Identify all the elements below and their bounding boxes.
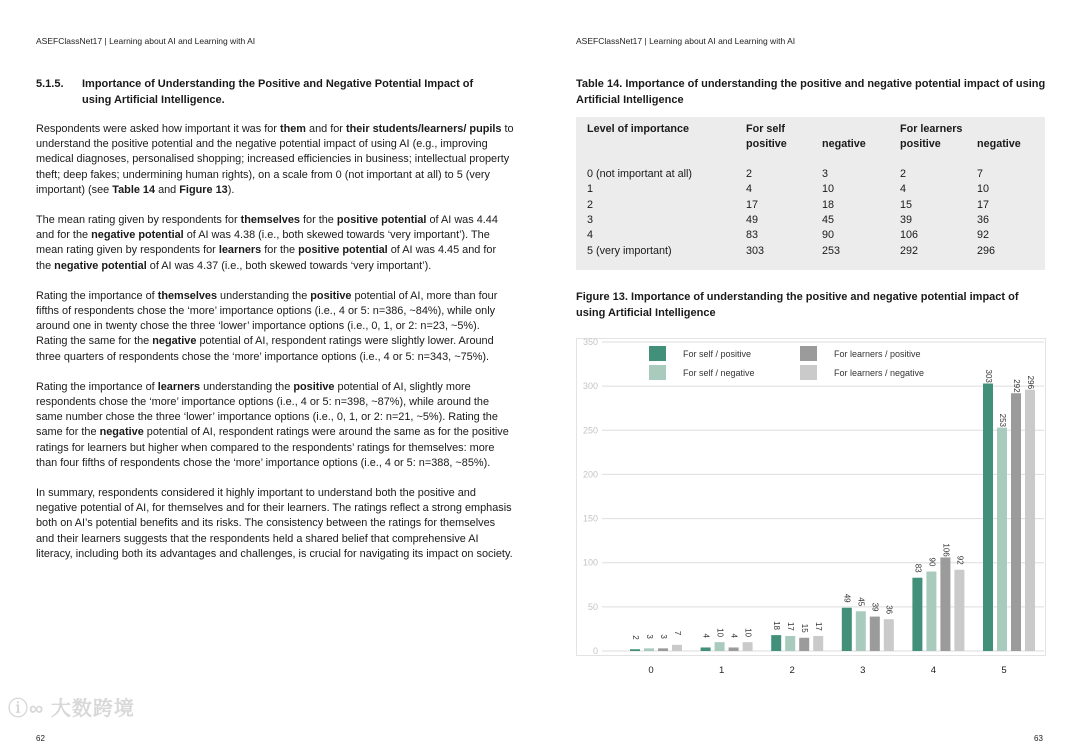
text-run: potential of AI, respondent ratings were around the same as for the positive ratings for learners but higher when compared to the respondents’ ratings for themselves: more than four fifths of respondents chose the ‘more’ importance options (i.e., 4 or 5: n=388, ~85%). (36, 426, 509, 469)
bar-value-label: 3 (658, 634, 668, 639)
text-run: potential of AI, more than four fifths of respondents chose the ‘more’ importance options (i.e., 4 or 5: n=386, ~84%), while only around one in twenty chose the three ‘lower’ importance options (i.e., 0, 1, or 2: n=23, ~5%). Rating the same for the (36, 289, 498, 348)
legend-label: For learners / positive (834, 349, 921, 359)
y-tick-label: 350 (582, 337, 598, 347)
text-run: of AI was 4.37 (i.e., both skewed towards ‘very important’). (146, 259, 432, 272)
bar (799, 638, 809, 651)
importance-table (576, 117, 1045, 270)
table-cell: 2 (746, 168, 753, 180)
bold-text: negative (152, 335, 197, 348)
bar-value-label: 17 (814, 621, 824, 631)
legend-swatch (800, 365, 817, 380)
bar (997, 428, 1007, 651)
body-text (36, 122, 514, 577)
y-tick-label: 150 (582, 513, 598, 524)
bar-value-label: 83 (913, 563, 923, 573)
text-run: understanding the (217, 289, 311, 302)
table-row-label: 4 (587, 229, 594, 242)
section-title-line2: using Artificial Intelligence. (82, 93, 225, 106)
table-cell: 4 (900, 183, 907, 196)
table-cell: 3 (822, 168, 829, 180)
bar-value-label: 39 (870, 602, 880, 612)
table-cell: 39 (900, 213, 913, 226)
table-cell: 292 (900, 244, 919, 257)
y-tick-label: 50 (587, 601, 598, 612)
bar-value-label: 106 (941, 543, 951, 557)
bold-text: themselves (157, 289, 218, 302)
bar-value-label: 10 (715, 628, 725, 638)
table-cell: 36 (977, 213, 990, 226)
bar-value-label: 4 (701, 633, 711, 638)
section-title (82, 77, 512, 108)
bar-value-label: 90 (927, 557, 937, 567)
x-tick-label: 0 (648, 665, 654, 676)
table-subheader: negative (822, 138, 866, 150)
bar (954, 570, 964, 651)
bar-value-label: 92 (955, 555, 965, 565)
bold-text: Figure 13 (179, 183, 228, 196)
table-row-label: 5 (very important) (587, 244, 672, 257)
table-cell: 296 (977, 244, 996, 257)
bold-text: learners (157, 380, 201, 393)
bold-text: positive potential (298, 244, 388, 257)
table-cell: 18 (822, 198, 835, 211)
bar (743, 642, 753, 651)
table-cell: 4 (746, 183, 753, 196)
text-run: Respondents were asked how important it was for (36, 123, 280, 135)
legend-swatch (649, 346, 666, 361)
table-title: Table 14. Importance of understanding the positive and negative potential impact of using Artificial Intelligence (576, 78, 1046, 106)
text-run: to understand the positive potential and the negative potential impact of using AI (e.g., improving medical diagnoses, personalised shopping; increased efficiencies in business; intellectual property theft; deep fakes; undermining human rights), on a scale from 0 (not important at all) to 5 (very important) (see (36, 123, 514, 196)
x-tick-label: 4 (930, 665, 937, 676)
table-cell: 15 (900, 198, 913, 211)
text-run: of AI was 4.38 (i.e., both skewed towards ‘very important’). The mean rating given by respondents for (36, 229, 490, 257)
bar-value-label: 36 (884, 605, 894, 615)
text-run: ). (227, 183, 235, 196)
bar (771, 635, 781, 651)
text-run: The mean rating given by respondents for (36, 214, 241, 227)
bar (644, 648, 654, 651)
bar-value-label: 2 (630, 635, 640, 640)
bar (672, 645, 682, 651)
bar (912, 578, 922, 651)
paragraph-intro (36, 122, 514, 198)
table-cell: 7 (977, 168, 984, 180)
table-cell: 83 (746, 229, 759, 242)
text-run: and for (305, 123, 346, 135)
table-header-level: Level of importance (587, 123, 689, 135)
table-row-label: 1 (587, 183, 594, 196)
bar-value-label: 18 (772, 621, 782, 631)
bar (729, 647, 739, 651)
bar-value-label: 49 (842, 593, 852, 603)
table-row-label: 0 (not important at all) (587, 168, 693, 180)
x-tick-label: 2 (789, 665, 795, 676)
bar (658, 648, 668, 651)
text-run: for the (299, 214, 337, 227)
bold-text: negative (99, 426, 144, 439)
table-cell: 106 (900, 229, 919, 242)
bar (701, 647, 711, 651)
bold-text: positive potential (336, 214, 427, 227)
table-subheader: positive (746, 138, 787, 150)
legend-swatch (649, 365, 666, 380)
y-tick-label: 250 (582, 425, 598, 436)
x-tick-label: 1 (718, 665, 725, 676)
table-cell: 92 (977, 229, 990, 242)
bar-value-label: 3 (644, 634, 654, 639)
text-run: Rating the importance of (36, 380, 158, 393)
bar (983, 383, 993, 651)
running-header-left: ASEFClassNet17 | Learning about AI and Learning with AI (36, 36, 256, 46)
bar-value-label: 45 (856, 597, 866, 607)
bar-value-label: 292 (1011, 379, 1021, 393)
table-cell: 17 (746, 198, 759, 211)
bold-text: negative potential (54, 259, 147, 272)
text-run: understanding the (200, 380, 294, 393)
table-subheader: positive (900, 138, 941, 150)
text-run: of AI was 4.44 and for the (36, 214, 498, 242)
paragraph-learner-ratings (36, 380, 514, 471)
table-cell: 10 (977, 183, 990, 196)
table-cell: 2 (900, 168, 907, 180)
bold-text: negative potential (91, 229, 184, 242)
page-number-right: 63 (1034, 734, 1043, 743)
bold-text: positive (293, 380, 335, 393)
legend-label: For self / negative (683, 368, 755, 378)
bar-value-label: 15 (800, 623, 810, 633)
running-header-right: ASEFClassNet17 | Learning about AI and Learning with AI (576, 36, 796, 46)
bold-text: their students/learners/ pupils (345, 123, 502, 135)
paragraph-summary (36, 486, 514, 562)
legend-label: For self / positive (683, 349, 752, 359)
bar-value-label: 4 (729, 633, 739, 638)
text-run: In summary, respondents considered it highly important to understand both the positive and negative potential of AI, for themselves and for their learners. The ratings reflect a strong emphasis both on AI’s potential benefits and its risks. The consistency between the ratings for themselves and their learners suggests that the respondents held a shared belief that comprehensive AI literacy, including both its advantages and challenges, is crucial for navigating its impact on society. (36, 487, 513, 560)
bar-value-label: 253 (997, 413, 1007, 427)
table-row-label: 3 (587, 213, 594, 226)
y-tick-label: 200 (582, 469, 598, 480)
legend-label: For learners / negative (834, 368, 925, 378)
bar (884, 619, 894, 651)
text-run: Rating the importance of (36, 289, 158, 302)
bar (842, 608, 852, 651)
figure-title: Figure 13. Importance of understanding the positive and negative potential impact of using Artificial Intelligence (576, 291, 1019, 319)
watermark-logo: ⓘ∞ 大数跨境 (8, 698, 135, 720)
bar (813, 636, 823, 651)
y-tick-label: 100 (582, 557, 598, 568)
bold-text: learners (218, 244, 262, 257)
bar-value-label: 296 (1025, 375, 1035, 390)
table-cell: 45 (822, 213, 835, 226)
page-number-left: 62 (36, 734, 45, 743)
bar (856, 611, 866, 651)
section-number: 5.1.5. (36, 78, 64, 90)
bold-text: Table 14 (112, 183, 156, 196)
bar (926, 572, 936, 651)
text-run: potential of AI, respondent ratings were slightly lower. Around three quarters of respondents chose the ‘more’ importance options (i.e., 4 or 5: n=343, ~75%). (36, 335, 494, 363)
section-title-line1: Importance of Understanding the Positive and Negative Potential Impact of (82, 78, 474, 90)
bar-value-label: 7 (672, 630, 682, 636)
bar (785, 636, 795, 651)
table-row-label: 2 (587, 198, 594, 211)
bold-text: themselves (240, 214, 300, 227)
bar (1025, 390, 1035, 651)
text-run: of AI was 4.45 and for the (36, 244, 497, 272)
bold-text: them (279, 123, 306, 135)
table-cell: 17 (977, 198, 990, 211)
text-run: for the (261, 244, 299, 257)
table-cell: 10 (822, 183, 835, 196)
x-tick-label: 5 (1001, 665, 1007, 676)
bar (870, 617, 880, 651)
text-run: potential of AI, slightly more respondents chose the ‘more’ importance options (i.e., 4 or 5: n=398, ~87%), while around the same number chose the three ‘lower’ importance options (i.e., 0, 1, or 2: n=21, ~5%). Rating the same for the (36, 380, 498, 439)
text-run: and (155, 183, 180, 196)
bold-text: positive (310, 289, 352, 302)
bar (715, 642, 725, 651)
legend-swatch (800, 346, 817, 361)
table-header-learners: For learners (900, 123, 963, 135)
bar (1011, 393, 1021, 651)
table-cell: 90 (822, 229, 835, 242)
bar (940, 557, 950, 651)
table-header-self: For self (746, 123, 785, 135)
x-tick-label: 3 (860, 665, 866, 676)
bar-value-label: 17 (786, 621, 796, 631)
bar-value-label: 10 (743, 628, 753, 638)
y-tick-label: 0 (592, 646, 598, 656)
table-cell: 303 (746, 244, 765, 257)
y-tick-label: 300 (582, 381, 598, 392)
bar-chart (570, 330, 1050, 690)
table-cell: 49 (746, 213, 759, 226)
bar (630, 649, 640, 651)
table-cell: 253 (822, 244, 841, 257)
bar-value-label: 303 (983, 369, 993, 383)
table-subheader: negative (977, 138, 1021, 150)
paragraph-self-ratings (36, 289, 514, 365)
paragraph-mean-ratings (36, 213, 514, 274)
